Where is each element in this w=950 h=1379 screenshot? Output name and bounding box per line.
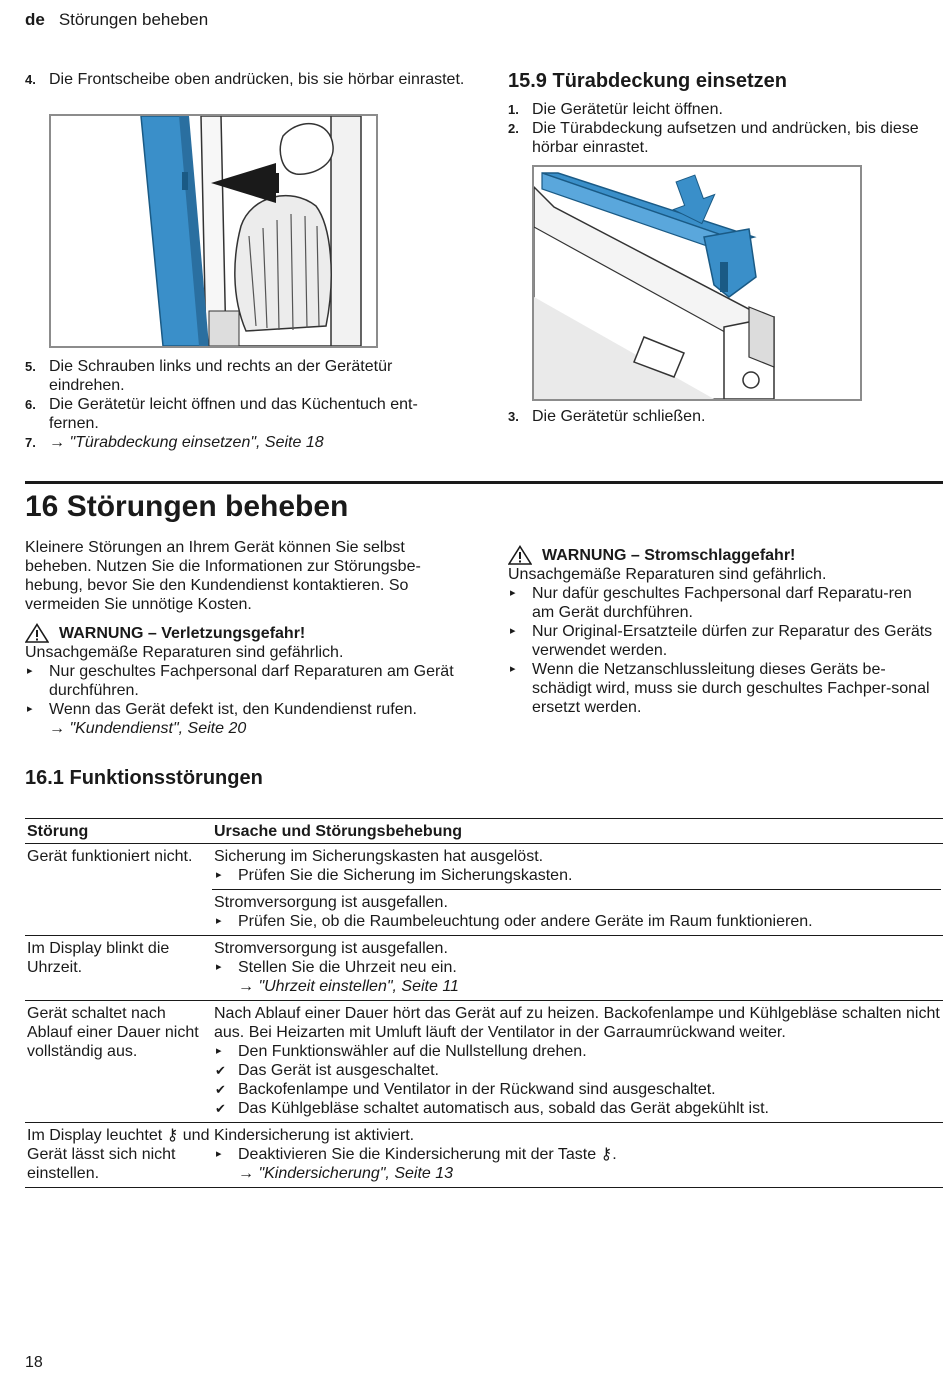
step-list-end	[508, 407, 938, 426]
step-3	[508, 407, 938, 426]
action-text: Prüfen Sie die Sicherung im Sicherungskasten.	[238, 867, 573, 884]
step-number: 4.	[25, 72, 36, 87]
section-16-1-heading	[25, 767, 263, 790]
result-item	[214, 1099, 941, 1118]
checkmark-icon: ✔	[215, 1101, 226, 1116]
action-text: Prüfen Sie, ob die Raumbeleuchtung oder andere Geräte im Raum funktionieren.	[238, 913, 813, 930]
cause-text: Stromversorgung ist ausgefallen.	[214, 894, 448, 911]
step-text: Die Gerätetür schließen.	[532, 408, 706, 425]
step-number: 7.	[25, 435, 36, 450]
fault-cell: Gerät funktioniert nicht.	[25, 844, 212, 936]
cause-cell	[212, 1001, 943, 1123]
bullet-text: Nur geschultes Fachpersonal darf Reparaturen am Gerät durchführen.	[49, 663, 454, 699]
section-16-heading	[25, 490, 348, 524]
step-number: 6.	[25, 397, 36, 412]
cause-cell	[212, 1123, 943, 1188]
bullet-arrow-icon: ▸	[216, 961, 222, 973]
section-16-right	[508, 545, 938, 717]
step-number: 3.	[508, 409, 519, 424]
section-title: 15.9 Türabdeckung einsetzen	[508, 70, 787, 92]
warning-title: WARNUNG – Stromschlaggefahr!	[542, 546, 796, 564]
action-text: Den Funktionswähler auf die Nullstellung drehen.	[238, 1043, 587, 1060]
cause-cell	[212, 936, 943, 1001]
figure-door-cover	[532, 165, 862, 401]
cross-reference-link[interactable]: → "Kundendienst", Seite 20	[49, 720, 247, 737]
bullet-item	[25, 662, 465, 700]
bullet-arrow-icon: ▸	[510, 587, 516, 599]
front-panel-illustration	[51, 116, 376, 346]
section-divider	[25, 481, 943, 484]
column-header-fault: Störung	[25, 819, 212, 844]
step-number: 2.	[508, 121, 519, 136]
action-item	[214, 866, 941, 885]
column-header-cause: Ursache und Störungsbehebung	[212, 819, 943, 844]
step-text: Die Gerätetür leicht öffnen und das Küchentuch ent-fernen.	[49, 396, 418, 432]
warning-title: WARNUNG – Verletzungsgefahr!	[59, 624, 306, 642]
warning-triangle-icon	[25, 623, 49, 643]
result-text: Backofenlampe und Ventilator in der Rückwand sind ausgeschaltet.	[238, 1081, 716, 1098]
step-text: Die Türabdeckung aufsetzen und andrücken, bis diese hörbar einrastet.	[532, 120, 919, 156]
step-text: Die Frontscheibe oben andrücken, bis sie hörbar einrastet.	[49, 71, 465, 88]
warning-electric-heading	[508, 545, 938, 565]
checkmark-icon: ✔	[215, 1082, 226, 1097]
bullet-text: Nur dafür geschultes Fachpersonal darf Reparatu-ren am Gerät durchführen.	[532, 585, 912, 621]
bullet-item	[25, 700, 465, 738]
table-row	[25, 1123, 943, 1188]
header-title: Störungen beheben	[58, 10, 209, 29]
cause-text: Sicherung im Sicherungskasten hat ausgelöst.	[214, 848, 544, 865]
result-item	[214, 1061, 941, 1080]
table-row	[25, 1001, 943, 1123]
chapter-title: 16 Störungen beheben	[25, 490, 349, 523]
intro-paragraph: Kleinere Störungen an Ihrem Gerät können Sie selbst beheben. Nutzen Sie die Informationen zur Störungsbe-hebung, bevor Sie den Kundendienst kontaktieren. So vermeiden Sie unnötige Kosten.	[25, 539, 421, 613]
cause-cell	[212, 844, 943, 936]
fault-table-wrapper	[25, 818, 943, 1188]
fault-cell: Gerät schaltet nach Ablauf einer Dauer nicht vollständig aus.	[25, 1001, 212, 1123]
table-row	[25, 844, 943, 936]
action-text: Deaktivieren Sie die Kindersicherung mit der Taste ⚷.	[238, 1146, 617, 1163]
cross-reference-link[interactable]: → "Uhrzeit einstellen", Seite 11	[238, 978, 459, 995]
bullet-arrow-icon: ▸	[27, 703, 33, 715]
action-item	[214, 912, 941, 931]
step-list	[508, 100, 938, 157]
cause-subblock	[212, 889, 941, 931]
result-item	[214, 1080, 941, 1099]
bullet-item	[508, 660, 938, 717]
step-7	[25, 433, 465, 452]
step-list-top	[25, 70, 465, 89]
step-list-bottom	[25, 357, 465, 452]
cause-text: Nach Ablauf einer Dauer hört das Gerät auf zu heizen. Backofenlampe und Kühlgebläse schalten nicht aus. Bei Heizarten mit Umluft läuft der Ventilator in der Garraumrückwand weiter.	[214, 1005, 940, 1041]
warning-triangle-icon	[508, 545, 532, 565]
step-6	[25, 395, 465, 433]
step-number: 5.	[25, 359, 36, 374]
fault-table	[25, 818, 943, 1188]
bullet-arrow-icon: ▸	[510, 663, 516, 675]
section-16-left	[25, 538, 465, 738]
page-number: 18	[25, 1354, 43, 1371]
section-title: 16.1 Funktionsstörungen	[25, 767, 263, 789]
door-cover-illustration	[534, 167, 860, 399]
warning-text: Unsachgemäße Reparaturen sind gefährlich.	[508, 566, 827, 583]
step-5	[25, 357, 465, 395]
warning-injury-heading	[25, 623, 465, 643]
action-item	[214, 1145, 941, 1183]
language-code: de	[25, 10, 45, 29]
bullet-arrow-icon: ▸	[216, 1148, 222, 1160]
step-1	[508, 100, 938, 119]
warning-text: Unsachgemäße Reparaturen sind gefährlich.	[25, 644, 344, 661]
bullet-arrow-icon: ▸	[27, 665, 33, 677]
step-number: 1.	[508, 102, 519, 117]
step-2	[508, 119, 938, 157]
bullet-item	[508, 584, 938, 622]
bullet-item	[508, 622, 938, 660]
table-row	[25, 936, 943, 1001]
bullet-text: Wenn die Netzanschlussleitung dieses Geräts be-schädigt wird, muss sie durch geschultes Fachper-sonal ersetzt werden.	[532, 661, 930, 716]
step-4	[25, 70, 465, 89]
figure-front-panel	[49, 114, 378, 348]
action-item	[214, 958, 941, 996]
action-text: Stellen Sie die Uhrzeit neu ein.	[238, 959, 457, 976]
checkmark-icon: ✔	[215, 1063, 226, 1078]
bullet-arrow-icon: ▸	[510, 625, 516, 637]
bullet-arrow-icon: ▸	[216, 915, 222, 927]
cross-reference-link[interactable]: → "Kindersicherung", Seite 13	[238, 1165, 454, 1182]
step-text: Die Schrauben links und rechts an der Gerätetür eindrehen.	[49, 358, 393, 394]
cross-reference-link[interactable]: → "Türabdeckung einsetzen", Seite 18	[49, 434, 324, 451]
page-header	[25, 10, 208, 30]
section-15-9	[508, 70, 938, 157]
fault-cell: Im Display blinkt die Uhrzeit.	[25, 936, 212, 1001]
cause-text: Kindersicherung ist aktiviert.	[214, 1127, 415, 1144]
result-text: Das Gerät ist ausgeschaltet.	[238, 1062, 439, 1079]
result-text: Das Kühlgebläse schaltet automatisch aus, sobald das Gerät abgekühlt ist.	[238, 1100, 769, 1117]
bullet-arrow-icon: ▸	[216, 869, 222, 881]
cause-text: Stromversorgung ist ausgefallen.	[214, 940, 448, 957]
bullet-text: Nur Original-Ersatzteile dürfen zur Reparatur des Geräts verwendet werden.	[532, 623, 933, 659]
table-header-row	[25, 819, 943, 844]
bullet-arrow-icon: ▸	[216, 1045, 222, 1057]
bullet-text: Wenn das Gerät defekt ist, den Kundendienst rufen.	[49, 701, 417, 718]
action-item	[214, 1042, 941, 1061]
fault-cell: Im Display leuchtet ⚷ und Gerät lässt sich nicht einstellen.	[25, 1123, 212, 1188]
step-text: Die Gerätetür leicht öffnen.	[532, 101, 723, 118]
